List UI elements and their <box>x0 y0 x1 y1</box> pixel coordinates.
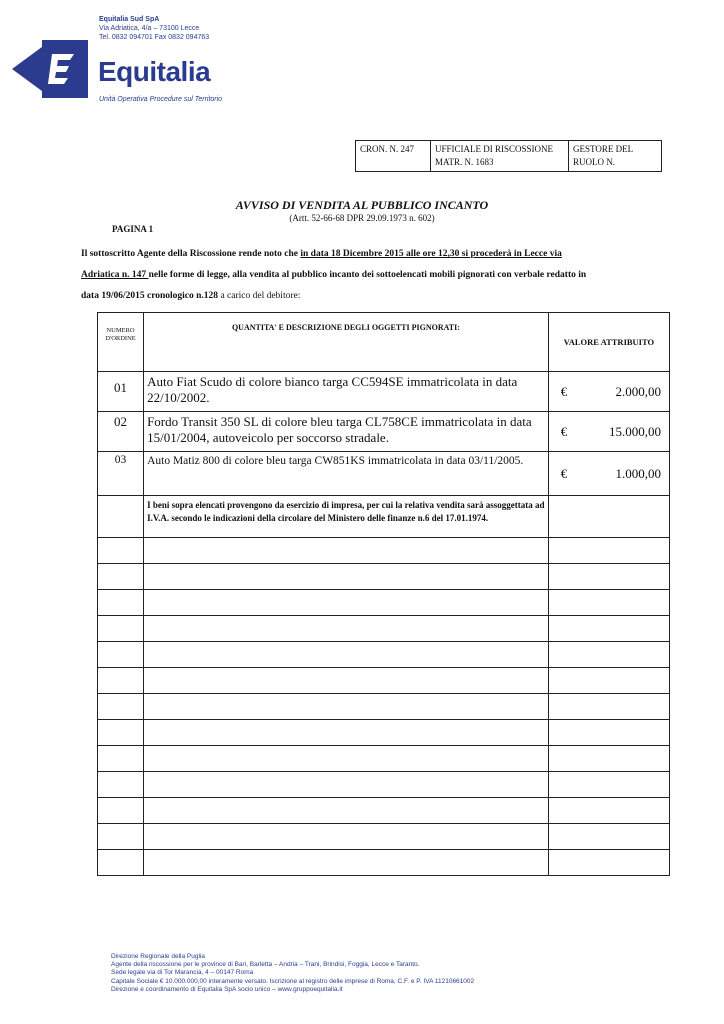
logo-subtitle: Unità Operativa Procedure sul Territorio <box>99 96 223 103</box>
table-row-empty <box>98 642 670 668</box>
footer <box>111 953 474 994</box>
ruolo-label: RUOLO N. <box>573 157 615 167</box>
document-title: AVVISO DI VENDITA AL PUBBLICO INCANTO <box>235 198 489 212</box>
table-row-empty <box>98 850 670 876</box>
notice-intro: Il sottoscritto Agente della Riscossione rende noto che <box>81 249 301 259</box>
table-row-empty <box>98 668 670 694</box>
item-value <box>548 372 669 412</box>
footer-line: Agente della riscossione per le province di Bari, Barletta – Andria – Trani, Brindisi, Foggia, Lecce e Taranto. <box>111 961 420 969</box>
table-row-empty <box>98 720 670 746</box>
item-number: 03 <box>98 452 144 496</box>
iva-note: I beni sopra elencati provengono da esercizio di impresa, per cui la relativa vendita sarà assoggettata ad I.V.A. secondo le indicazioni della circolare del Ministero delle finanze n.6 del 17.01.1974. <box>144 496 549 538</box>
currency-symbol: € <box>560 383 568 399</box>
currency-symbol: € <box>560 465 568 481</box>
company-name: Equitalia Sud SpA <box>99 16 160 23</box>
table-row <box>98 412 670 452</box>
table-row-note <box>98 496 670 538</box>
table-row-empty <box>98 746 670 772</box>
table-row-empty <box>98 772 670 798</box>
table-row <box>98 372 670 412</box>
empty-cell <box>98 496 144 538</box>
item-description: Fordo Transit 350 SL di colore bleu targa CL758CE immatricolata in data 15/01/2004, autoveicolo per soccorso stradale. <box>144 412 549 452</box>
gestore-label: GESTORE DEL <box>573 144 634 154</box>
notice-address: Adriatica n. 147 <box>81 270 149 280</box>
col-header-numero-line1: NUMERO <box>106 327 135 334</box>
table-row-empty <box>98 616 670 642</box>
empty-cell <box>548 496 669 538</box>
table-row-empty <box>98 564 670 590</box>
col-header-numero <box>98 313 144 372</box>
item-number: 01 <box>98 372 144 412</box>
company-address: Via Adriatica, 4/a – 73100 Lecce <box>99 25 200 32</box>
logo-text: Equitalia <box>98 56 211 87</box>
footer-line: Sede legale via di Tor Marancia, 4 – 00147 Roma <box>111 969 254 977</box>
matricola-label: MATR. N. 1683 <box>435 157 494 167</box>
footer-line: Capitale Sociale € 10.000.000,00 interamente versato. Iscrizione al registro delle imprese di Roma, C.F. e P. IVA 11210661002 <box>111 977 475 985</box>
ufficiale-label: UFFICIALE DI RISCOSSIONE <box>435 144 554 154</box>
footer-line: Direzione e coordinamento di Equitalia SpA socio unico – www.gruppoequitalia.it <box>111 985 343 993</box>
page-number: PAGINA 1 <box>112 224 154 234</box>
cron-number: CRON. N. 247 <box>360 144 415 154</box>
table-row-empty <box>98 538 670 564</box>
item-description: Auto Fiat Scudo di colore bianco targa CC594SE immatricolata in data 22/10/2002. <box>144 372 549 412</box>
footer-line: Direzione Regionale della Puglia <box>111 953 205 960</box>
notice-debtor: a carico del debitore: <box>218 291 301 301</box>
company-phone: Tel. 0832 094701 Fax 0832 094763 <box>99 34 210 41</box>
item-description: Auto Matiz 800 di colore bleu targa CW851KS immatricolata in data 03/11/2005. <box>144 452 549 496</box>
col-header-numero-line2: D'ORDINE <box>105 335 136 342</box>
document-subtitle: (Artt. 52-66-68 DPR 29.09.1973 n. 602) <box>289 213 435 223</box>
notice-verbale: data 19/06/2015 cronologico n.128 <box>81 291 219 301</box>
notice-body: nelle forme di legge, alla vendita al pubblico incanto dei sottoelencati mobili pignorati con verbale redatto in <box>148 270 587 280</box>
item-number: 02 <box>98 412 144 452</box>
table-row-empty <box>98 590 670 616</box>
table-header <box>98 313 670 372</box>
currency-symbol: € <box>560 423 568 439</box>
company-info <box>99 15 209 42</box>
item-value <box>548 452 669 496</box>
col-header-descrizione: QUANTITA' E DESCRIZIONE DEGLI OGGETTI PIGNORATI: <box>144 313 549 372</box>
gestore-cell <box>569 141 662 172</box>
notice-date-place: in data 18 Dicembre 2015 alle ore 12,30 si procederà in Lecce via <box>300 249 562 259</box>
notice-paragraph <box>81 244 666 307</box>
items-table <box>97 312 670 876</box>
table-row-empty <box>98 824 670 850</box>
cron-cell <box>356 141 431 172</box>
item-amount: 15.000,00 <box>609 423 661 439</box>
table-row <box>98 452 670 496</box>
table-row-empty <box>98 694 670 720</box>
info-table <box>355 140 662 172</box>
col-header-valore: VALORE ATTRIBUITO <box>548 313 669 372</box>
item-value <box>548 412 669 452</box>
ufficiale-cell <box>431 141 569 172</box>
table-row-empty <box>98 798 670 824</box>
item-amount: 2.000,00 <box>615 383 661 399</box>
equitalia-logo-icon <box>12 40 88 98</box>
item-amount: 1.000,00 <box>615 465 661 481</box>
